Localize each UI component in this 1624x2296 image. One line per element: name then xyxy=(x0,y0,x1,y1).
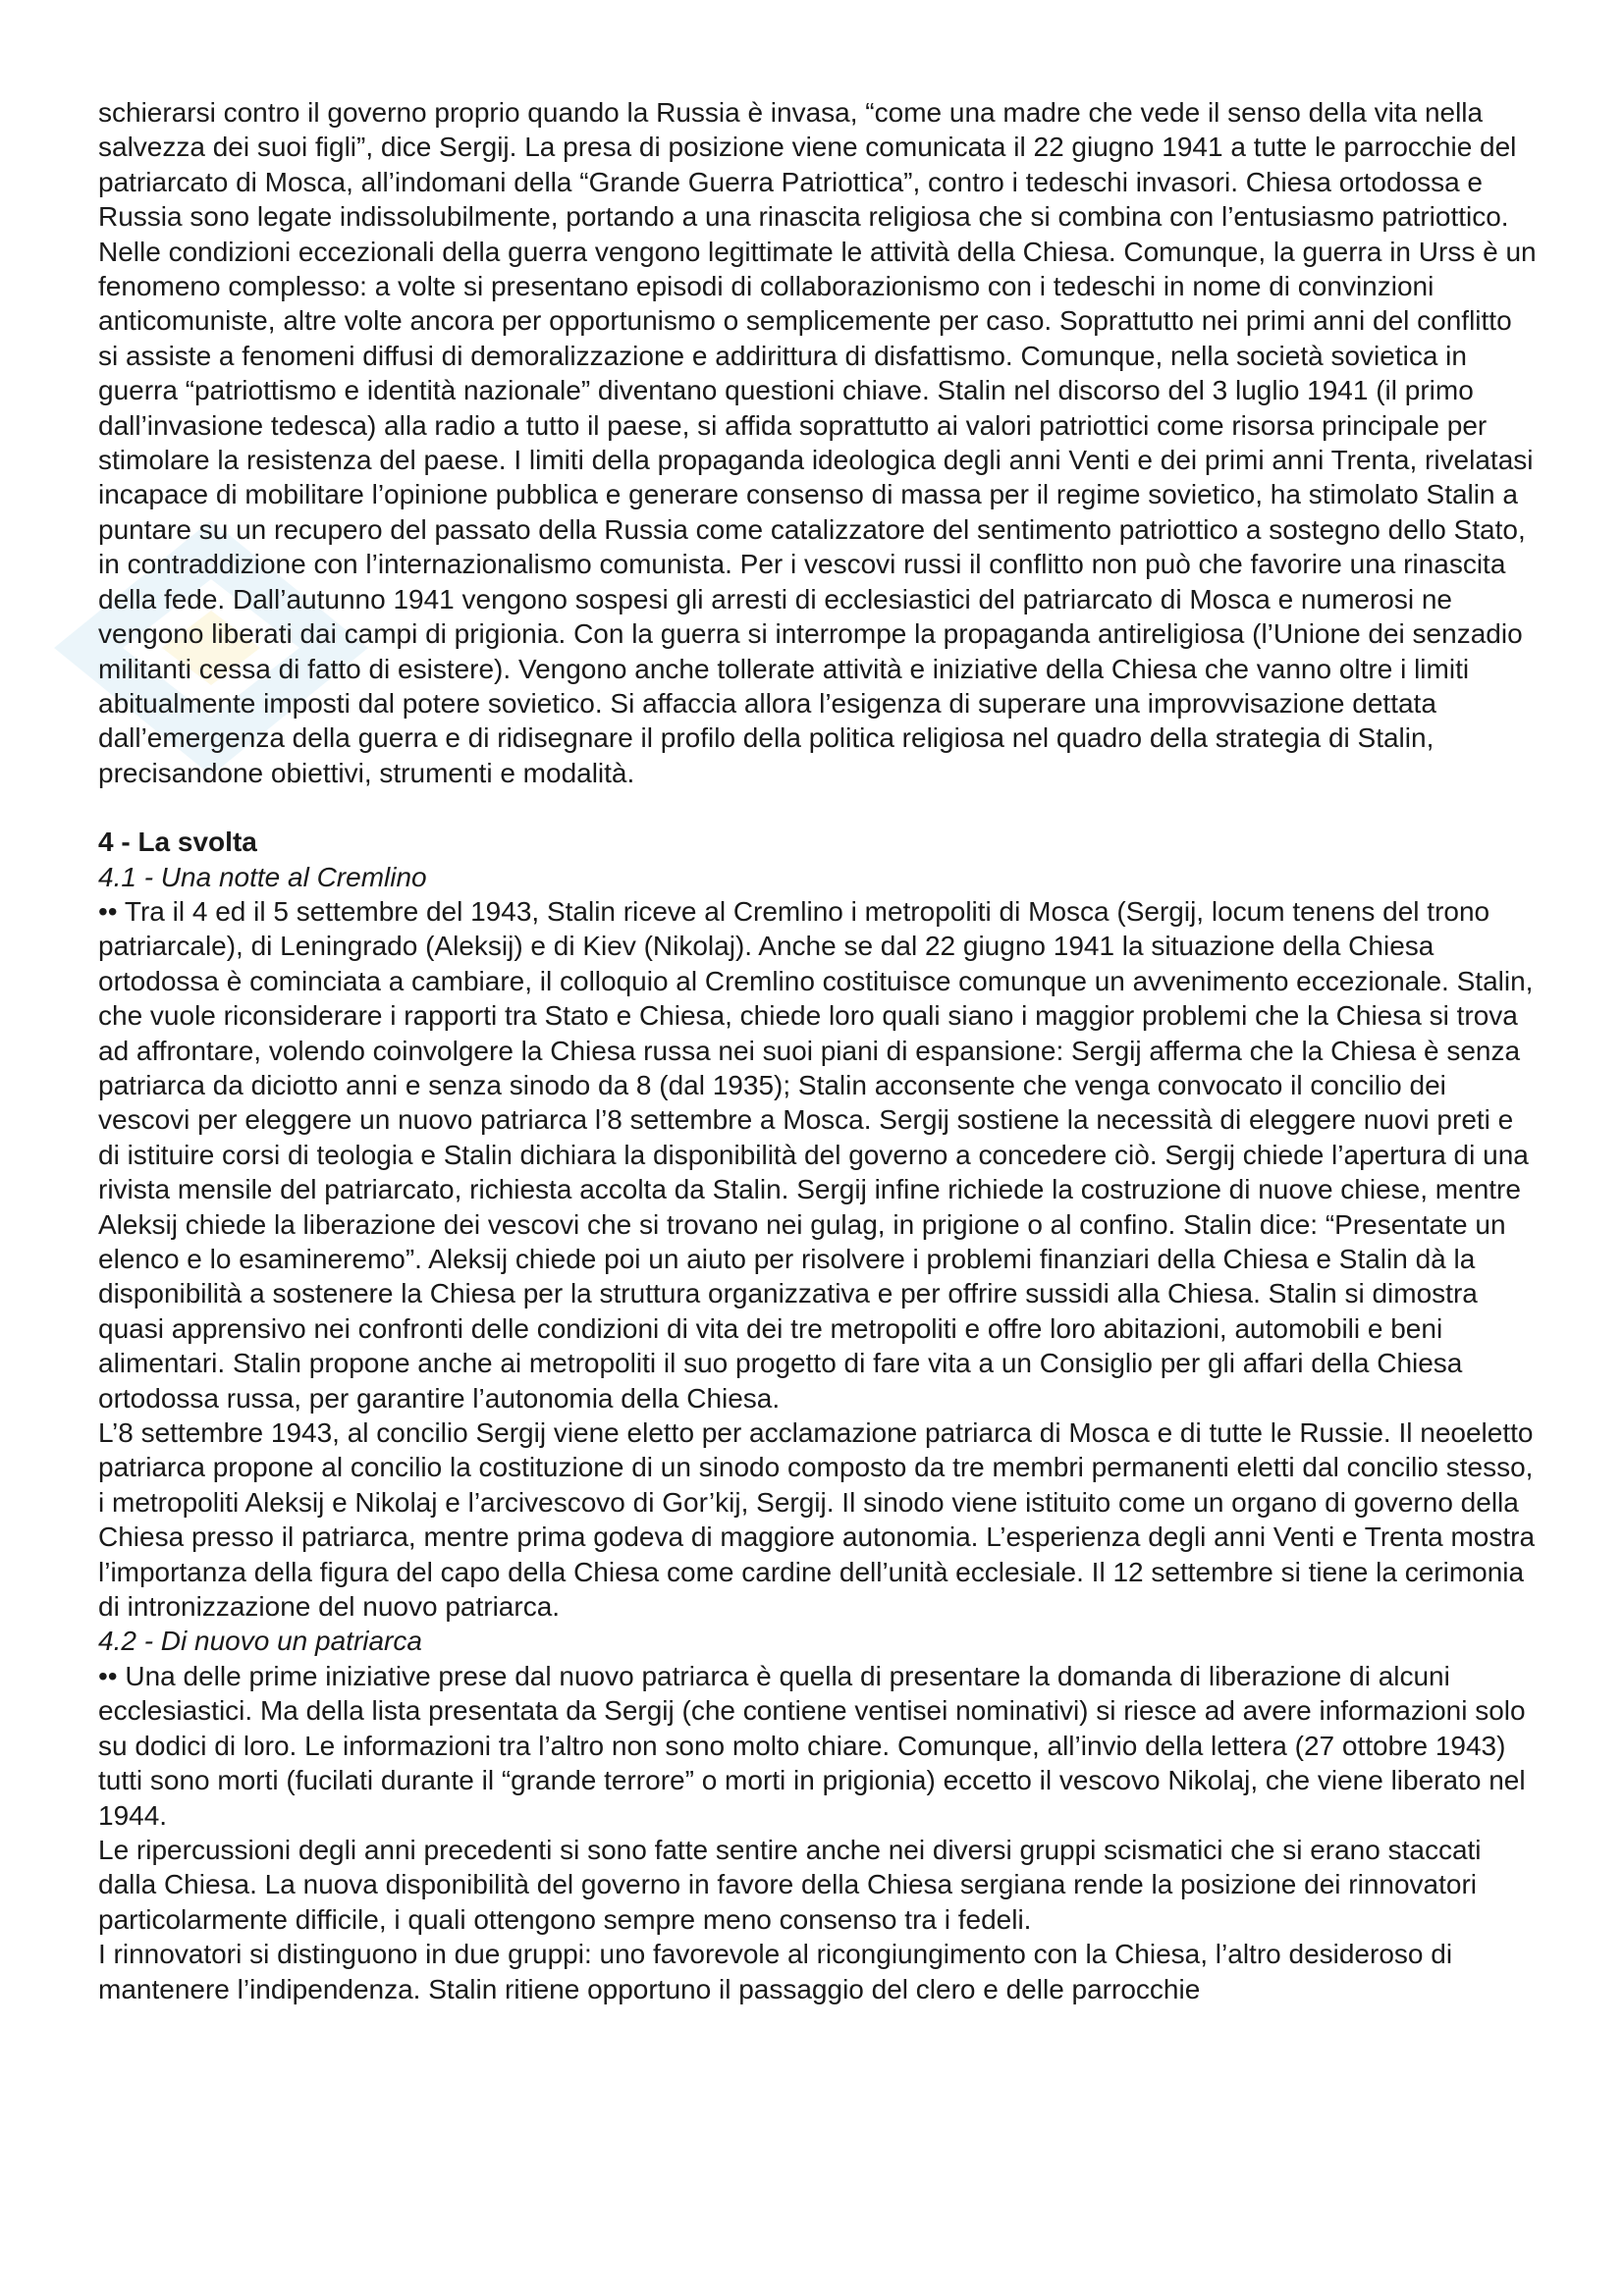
paragraph-kremlin-meeting: •• Tra il 4 ed il 5 settembre del 1943, Stalin riceve al Cremlino i metropoliti di Mosca (Sergij, locum tenens del trono patriarcale), di Leningrado (Aleksij) e di Kiev (Nikolaj). Anche se dal 22 giugno 1941 la situazione della Chiesa ortodossa è cominciata a cambiare, il colloquio al Cremlino costituisce comunque un avvenimento eccezionale. Stalin, che vuole riconsiderare i rapporti tra Stato e Chiesa, chiede loro quali siano i maggior problemi che la Chiesa si trova ad affrontare, volendo coinvolgere la Chiesa russa nei suoi piani di espansione: Sergij afferma che la Chiesa è senza patriarca da diciotto anni e senza sinodo da 8 (dal 1935); Stalin acconsente che venga convocato il concilio dei vescovi per eleggere un nuovo patriarca l’8 settembre a Mosca. Sergij sostiene la necessità di eleggere nuovi preti e di istituire corsi di teologia e Stalin dichiara la disponibilità del governo a concedere ciò. Sergij chiede l’apertura di una rivista mensile del patriarcato, richiesta accolta da Stalin. Sergij infine richiede la costruzione di nuove chiese, mentre Aleksij chiede la liberazione dei vescovi che si trovano nei gulag, in prigione o al confino. Stalin dice: “Presentate un elenco e lo esamineremo”. Aleksij chiede poi un aiuto per risolvere i problemi finanziari della Chiesa e Stalin dà la disponibilità a sostenere la Chiesa per la struttura organizzativa e per offrire sussidi alla Chiesa. Stalin si dimostra quasi apprensivo nei confronti delle condizioni di vita dei tre metropoliti e offre loro abitazioni, automobili e beni alimentari. Stalin propone anche ai metropoliti il suo progetto di fare vita a un Consiglio per gli affari della Chiesa ortodossa russa, per garantire l’autonomia della Chiesa. xyxy=(98,895,1534,1414)
paragraph-liberation-request: •• Una delle prime iniziative prese dal nuovo patriarca è quella di presentare la domanda di liberazione di alcuni ecclesiastici. Ma della lista presentata da Sergij (che contiene ventisei nominativi) si riesce ad avere informazioni solo su dodici di loro. Le informazioni tra l’altro non sono molto chiare. Comunque, all’invio della lettera (27 ottobre 1943) tutti sono morti (fucilati durante il “grande terrore” o morti in prigionia) eccetto il vescovo Nikolaj, che viene liberato nel 1944. xyxy=(98,1660,1526,1831)
document-page xyxy=(98,95,1537,2006)
paragraph-war-patriotism: schierarsi contro il governo proprio quando la Russia è invasa, “come una madre che vede il senso della vita nella salvezza dei suoi figli”, dice Sergij. La presa di posizione viene comunicata il 22 giugno 1941 a tutte le parrocchie del patriarcato di Mosca, all’indomani della “Grande Guerra Patriottica”, contro i tedeschi invasori. Chiesa ortodossa e Russia sono legate indissolubilmente, portando a una rinascita religiosa che si combina con l’entusiasmo patriottico. Nelle condizioni eccezionali della guerra vengono legittimate le attività della Chiesa. Comunque, la guerra in Urss è un fenomeno complesso: a volte si presentano episodi di collaborazionismo con i tedeschi in nome di convinzioni anticomuniste, altre volte ancora per opportunismo o semplicemente per caso. Soprattutto nei primi anni del conflitto si assiste a fenomeni diffusi di demoralizzazione e addirittura di disfattismo. Comunque, nella società sovietica in guerra “patriottismo e identità nazionale” diventano questioni chiave. Stalin nel discorso del 3 luglio 1941 (il primo dall’invasione tedesca) alla radio a tutto il paese, si affida soprattutto ai valori patriottici come risorsa principale per stimolare la resistenza del paese. I limiti della propaganda ideologica degli anni Venti e dei primi anni Trenta, rivelatasi incapace di mobilitare l’opinione pubblica e generare consenso di massa per il regime sovietico, ha stimolato Stalin a puntare su un recupero del passato della Russia come catalizzatore del sentimento patriottico a sostegno dello Stato, in contraddizione con l’internazionalismo comunista. Per i vescovi russi il conflitto non può che favorire una rinascita della fede. Dall’autunno 1941 vengono sospesi gli arresti di ecclesiastici del patriarcato di Mosca e numerosi ne vengono liberati dai campi di prigionia. Con la guerra si interrompe la propaganda antireligiosa (l’Unione dei senzadio militanti cessa di fatto di esistere). Vengono anche tollerate attività e iniziative della Chiesa che vanno oltre i limiti abitualmente imposti dal potere sovietico. Si affaccia allora l’esigenza di superare una improvvisazione dettata dall’emergenza della guerra e di ridisegnare il profilo della politica religiosa nel quadro della strategia di Stalin, precisandone obiettivi, strumenti e modalità. xyxy=(98,97,1537,788)
subsection-heading-patriarca: 4.2 - Di nuovo un patriarca xyxy=(98,1626,422,1657)
paragraph-election-patriarch: L’8 settembre 1943, al concilio Sergij viene eletto per acclamazione patriarca di Mosca e di tutte le Russie. Il neoeletto patriarca propone al concilio la costituzione di un sinodo composto da tre membri permanenti eletti dal concilio stesso, i metropoliti Aleksij e Nikolaj e l’arcivescovo di Gor’kij, Sergij. Il sinodo viene istituito come un organo di governo della Chiesa presso il patriarca, mentre prima godeva di maggiore autonomia. L’esperienza degli anni Venti e Trenta mostra l’importanza della figura del capo della Chiesa come cardine dell’unità ecclesiale. Il 12 settembre si tiene la cerimonia di intronizzazione del nuovo patriarca. xyxy=(98,1417,1536,1623)
section-heading: 4 - La svolta xyxy=(98,827,257,858)
paragraph-renovators: I rinnovatori si distinguono in due gruppi: uno favorevole al ricongiungimento con la Chiesa, l’altro desideroso di mantenere l’indipendenza. Stalin ritiene opportuno il passaggio del clero e delle parrocchie xyxy=(98,1939,1453,2004)
subsection-heading-cremlino: 4.1 - Una notte al Cremlino xyxy=(98,861,427,892)
section-spacer xyxy=(98,790,1537,825)
paragraph-schismatic-groups: Le ripercussioni degli anni precedenti si sono fatte sentire anche nei diversi gruppi scismatici che si erano staccati dalla Chiesa. La nuova disponibilità del governo in favore della Chiesa sergiana rende la posizione dei rinnovatori particolarmente difficile, i quali ottengono sempre meno consenso tra i fedeli. xyxy=(98,1834,1482,1935)
